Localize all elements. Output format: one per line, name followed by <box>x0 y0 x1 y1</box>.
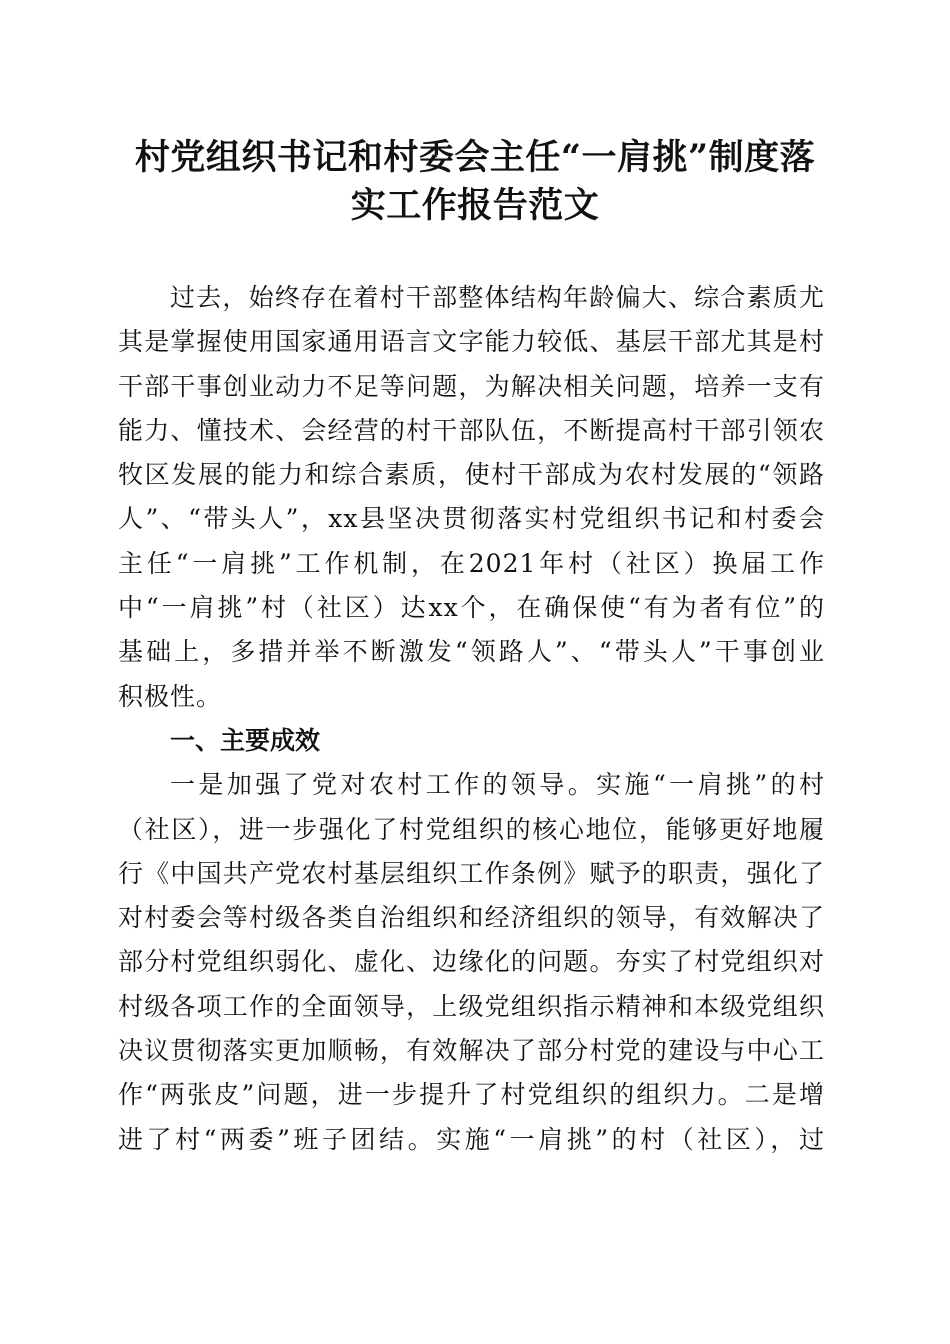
title-line-1: 村党组织书记和村委会主任“一肩挑”制度落 <box>134 137 816 178</box>
paragraph-line: 中“一肩挑”村（社区）达xx个，在确保使“有为者有位”的 <box>118 593 825 623</box>
paragraph-line: 行《中国共产党农村基层组织工作条例》赋予的职责，强化了 <box>118 858 825 888</box>
paragraph-line: 能力、懂技术、会经营的村干部队伍，不断提高村干部引领农 <box>118 415 825 445</box>
paragraph-line: 一是加强了党对农村工作的领导。实施“一肩挑”的村 <box>170 770 825 800</box>
paragraph-line: 干部干事创业动力不足等问题，为解决相关问题，培养一支有 <box>118 371 825 401</box>
section-1-paragraph <box>118 763 825 1162</box>
paragraph-line: 积极性。 <box>118 681 223 711</box>
title-line-2: 实工作报告范文 <box>350 185 600 226</box>
paragraph-line: 村级各项工作的全面领导，上级党组织指示精神和本级党组织 <box>118 991 825 1021</box>
paragraph-line: 人”、“带头人”，xx县坚决贯彻落实村党组织书记和村委会 <box>118 504 825 534</box>
document-body <box>118 276 825 1162</box>
paragraph-line: 部分村党组织弱化、虚化、边缘化的问题。夯实了村党组织对 <box>118 947 825 977</box>
paragraph-line: 其是掌握使用国家通用语言文字能力较低、基层干部尤其是村 <box>118 327 825 357</box>
paragraph-line: 主任“一肩挑”工作机制，在2021年村（社区）换届工作 <box>118 548 825 578</box>
section-heading-main-results: 一、主要成效 <box>170 725 321 755</box>
paragraph-line: 基础上，多措并举不断激发“领路人”、“带头人”干事创业 <box>118 637 825 667</box>
intro-paragraph <box>118 276 825 719</box>
paragraph-line: 决议贯彻落实更加顺畅，有效解决了部分村党的建设与中心工 <box>118 1036 825 1066</box>
paragraph-line: 作“两张皮”问题，进一步提升了村党组织的组织力。二是增 <box>118 1080 825 1110</box>
document-title <box>110 134 840 230</box>
paragraph-line: 进了村“两委”班子团结。实施“一肩挑”的村（社区），过 <box>118 1124 825 1154</box>
paragraph-line: 牧区发展的能力和综合素质，使村干部成为农村发展的“领路 <box>118 460 825 490</box>
paragraph-line: 过去，始终存在着村干部整体结构年龄偏大、综合素质尤 <box>170 283 825 312</box>
paragraph-line: （社区），进一步强化了村党组织的核心地位，能够更好地履 <box>118 814 825 844</box>
paragraph-line: 对村委会等村级各类自治组织和经济组织的领导，有效解决了 <box>118 903 825 933</box>
